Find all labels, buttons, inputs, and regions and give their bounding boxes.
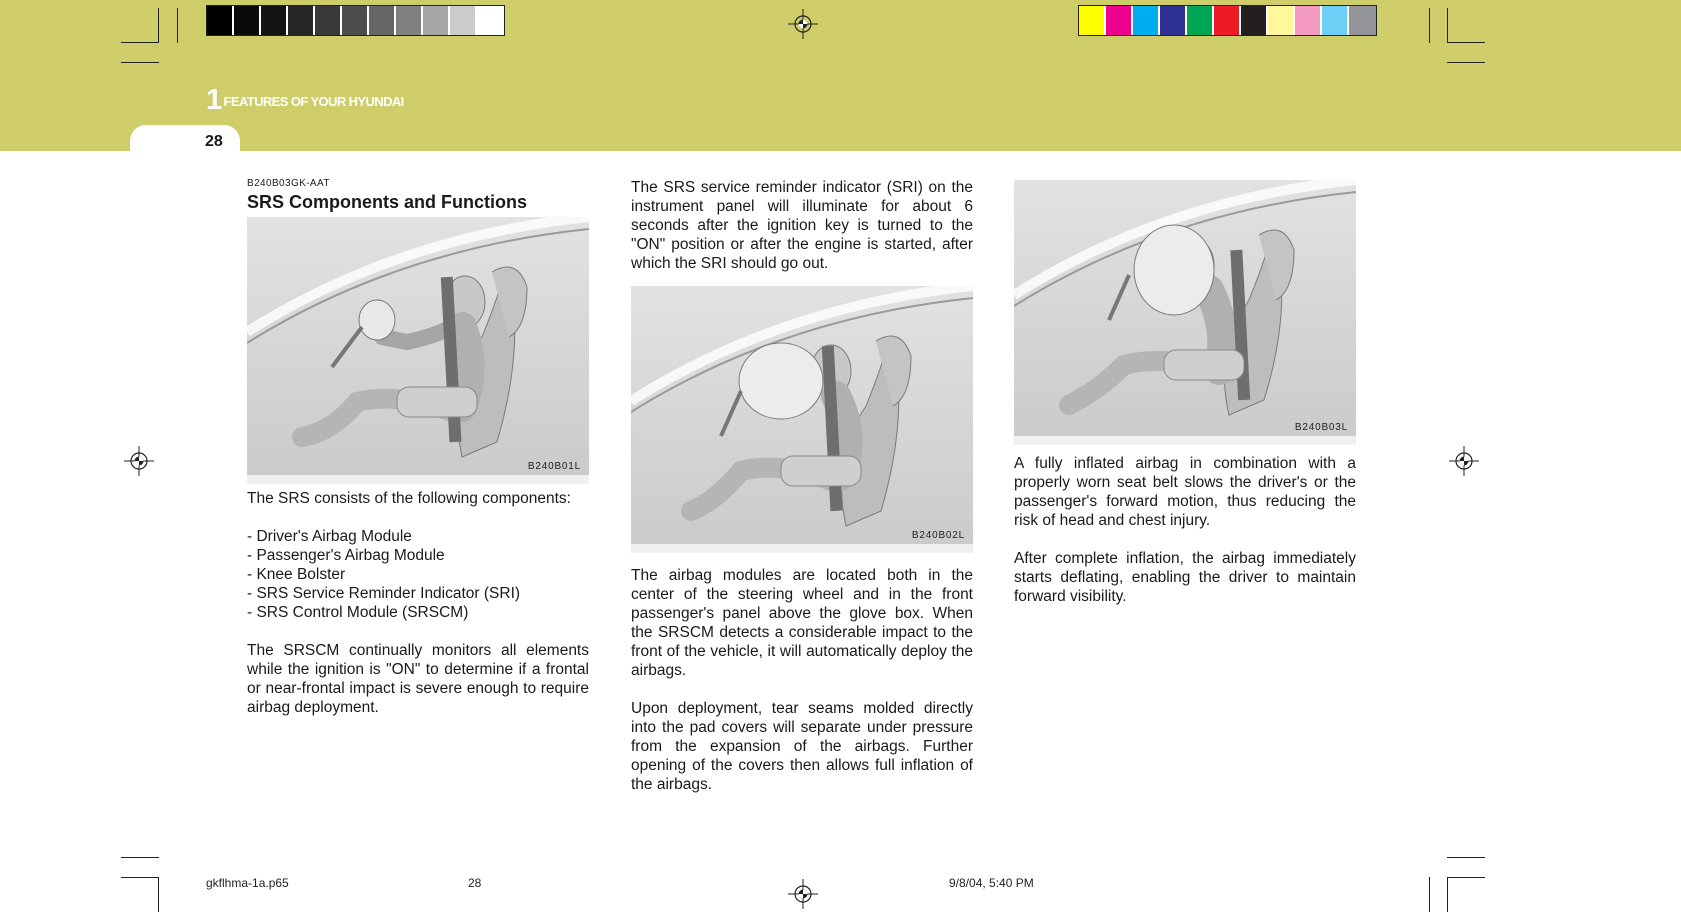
column-3-text bbox=[1014, 454, 1356, 606]
page-tab bbox=[130, 125, 240, 155]
color-swatch bbox=[477, 6, 504, 35]
column-2-text bbox=[631, 566, 973, 794]
list-item: - Driver's Airbag Module bbox=[247, 528, 412, 545]
srscm-paragraph: The SRSCM continually monitors all elements while the ignition is "ON" to determine if a frontal or near-frontal impact is severe enough to require airbag deployment. bbox=[247, 642, 589, 716]
crop-mark bbox=[1447, 8, 1448, 43]
crop-mark bbox=[158, 877, 159, 912]
registration-mark-icon bbox=[124, 446, 154, 476]
color-swatch bbox=[261, 6, 288, 35]
figure-airbag-fully-inflated bbox=[1014, 180, 1356, 445]
crop-mark bbox=[1429, 877, 1430, 912]
color-swatch bbox=[1268, 6, 1295, 35]
inflated-airbag-paragraph: A fully inflated airbag in combination with a properly worn seat belt slows the driver's or the passenger's forward motion, thus reducing the risk of head and chest injury. bbox=[1014, 455, 1356, 529]
airbag-location-paragraph: The airbag modules are located both in the center of the steering wheel and in the front passenger's panel above the glove box. When the SRSCM detects a considerable impact to the front of the vehicle, it will automatically deploy the airbags. bbox=[631, 567, 973, 679]
deflation-paragraph: After complete inflation, the airbag immediately starts deflating, enabling the driver to maintain forward visibility. bbox=[1014, 550, 1356, 605]
color-swatch bbox=[207, 6, 234, 35]
components-intro: The SRS consists of the following components: bbox=[247, 490, 571, 507]
color-calibration-bar bbox=[1078, 5, 1377, 36]
crop-mark bbox=[177, 8, 178, 43]
grayscale-calibration-bar bbox=[206, 5, 505, 36]
color-swatch bbox=[1295, 6, 1322, 35]
color-swatch bbox=[234, 6, 261, 35]
registration-mark-icon bbox=[1449, 446, 1479, 476]
color-swatch bbox=[369, 6, 396, 35]
crop-mark bbox=[1447, 857, 1485, 858]
registration-mark-icon bbox=[788, 879, 818, 909]
footer-date: 9/8/04, 5:40 PM bbox=[949, 876, 1034, 890]
airbag-illustration-icon bbox=[247, 217, 589, 475]
crop-mark bbox=[121, 877, 159, 878]
crop-mark bbox=[121, 62, 159, 63]
list-item: - Passenger's Airbag Module bbox=[247, 547, 445, 564]
color-swatch bbox=[315, 6, 342, 35]
crop-mark bbox=[1447, 42, 1485, 43]
color-swatch bbox=[450, 6, 477, 35]
color-swatch bbox=[288, 6, 315, 35]
list-item: - Knee Bolster bbox=[247, 566, 346, 583]
color-swatch bbox=[1187, 6, 1214, 35]
crop-mark bbox=[1447, 877, 1448, 912]
color-swatch bbox=[1106, 6, 1133, 35]
figure-driver-airbag-initial bbox=[247, 217, 589, 484]
list-item: - SRS Service Reminder Indicator (SRI) bbox=[247, 585, 521, 602]
color-swatch bbox=[1214, 6, 1241, 35]
registration-mark-icon bbox=[788, 9, 818, 39]
figure-caption: B240B03L bbox=[1294, 422, 1348, 433]
crop-mark bbox=[158, 8, 159, 43]
chapter-title: FEATURES OF YOUR HYUNDAI bbox=[223, 94, 404, 109]
crop-mark bbox=[1447, 877, 1485, 878]
color-swatch bbox=[1349, 6, 1376, 35]
airbag-illustration-icon bbox=[1014, 180, 1356, 436]
crop-mark bbox=[121, 42, 159, 43]
color-swatch bbox=[396, 6, 423, 35]
column-1-text bbox=[247, 489, 589, 717]
color-swatch bbox=[1241, 6, 1268, 35]
color-swatch bbox=[1133, 6, 1160, 35]
color-swatch bbox=[342, 6, 369, 35]
color-swatch bbox=[423, 6, 450, 35]
crop-mark bbox=[1447, 62, 1485, 63]
chapter-number: 1 bbox=[206, 84, 222, 116]
figure-caption: B240B01L bbox=[527, 461, 581, 472]
color-swatch bbox=[1322, 6, 1349, 35]
chapter-heading bbox=[206, 84, 404, 117]
list-item: - SRS Control Module (SRSCM) bbox=[247, 604, 469, 621]
components-list bbox=[247, 527, 589, 622]
figure-caption: B240B02L bbox=[911, 530, 965, 541]
section-title: SRS Components and Functions bbox=[247, 192, 528, 212]
footer-filename: gkflhma-1a.p65 bbox=[206, 876, 289, 890]
figure-airbag-deploying bbox=[631, 286, 973, 553]
crop-mark bbox=[1429, 8, 1430, 43]
color-swatch bbox=[1160, 6, 1187, 35]
page-number: 28 bbox=[205, 133, 223, 150]
deployment-paragraph: Upon deployment, tear seams molded directly into the pad covers will separate under pressure from the expansion of the airbags. Further opening of the covers then allows full inflation of the airbags. bbox=[631, 700, 973, 793]
crop-mark bbox=[121, 857, 159, 858]
airbag-illustration-icon bbox=[631, 286, 973, 544]
color-swatch bbox=[1079, 6, 1106, 35]
section-code: B240B03GK-AAT bbox=[247, 178, 330, 189]
footer-page-number: 28 bbox=[468, 876, 482, 890]
sri-paragraph: The SRS service reminder indicator (SRI) on the instrument panel will illuminate for about 6 seconds after the ignition key is turned to the "ON" position or after the engine is started, after which the SRI should go out. bbox=[631, 179, 973, 272]
